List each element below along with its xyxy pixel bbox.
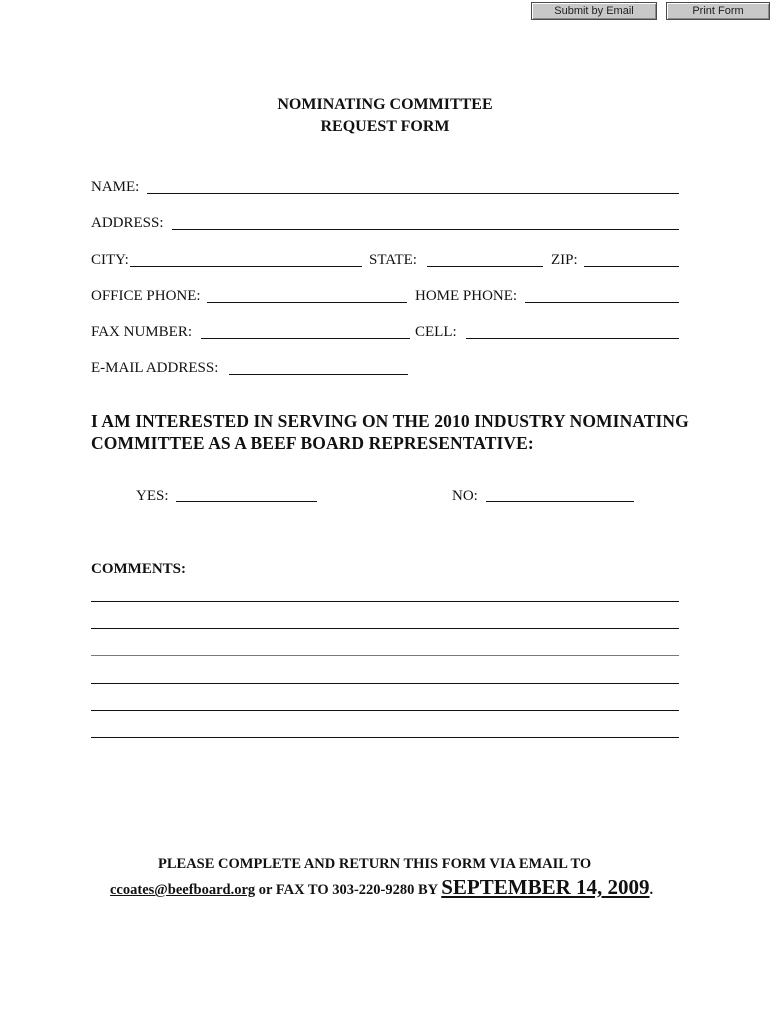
comments-line[interactable] xyxy=(91,683,679,684)
zip-label: ZIP: xyxy=(551,252,578,268)
no-label: NO: xyxy=(452,488,478,504)
submit-by-email-button[interactable]: Submit by Email xyxy=(531,2,657,20)
yes-label: YES: xyxy=(136,488,169,504)
print-form-button[interactable]: Print Form xyxy=(666,2,770,20)
footer-contact xyxy=(110,875,653,900)
footer-period: . xyxy=(649,882,654,898)
form-title-line1: NOMINATING COMMITTEE xyxy=(277,96,493,113)
comments-label: COMMENTS: xyxy=(91,561,186,577)
office-phone-label: OFFICE PHONE: xyxy=(91,288,201,304)
home-phone-label: HOME PHONE: xyxy=(415,288,518,304)
no-field[interactable] xyxy=(486,501,634,502)
comments-line[interactable] xyxy=(91,737,679,738)
address-field[interactable] xyxy=(172,229,679,230)
office-phone-field[interactable] xyxy=(207,302,407,303)
name-label: NAME: xyxy=(91,179,140,195)
comments-line[interactable] xyxy=(91,601,679,602)
home-phone-field[interactable] xyxy=(525,302,679,303)
comments-line[interactable] xyxy=(91,710,679,711)
footer-fax-text: or FAX TO 303-220-9280 BY xyxy=(255,882,442,898)
deadline-date: SEPTEMBER 14, 2009 xyxy=(441,875,650,899)
interest-statement-line1: I AM INTERESTED IN SERVING ON THE 2010 INDUSTRY NOMINATING xyxy=(91,411,689,431)
cell-field[interactable] xyxy=(466,338,679,339)
city-field[interactable] xyxy=(130,266,362,267)
comments-line[interactable] xyxy=(91,655,679,656)
address-label: ADDRESS: xyxy=(91,215,164,231)
cell-label: CELL: xyxy=(415,324,457,340)
email-address-field[interactable] xyxy=(229,374,408,375)
footer-instructions: PLEASE COMPLETE AND RETURN THIS FORM VIA EMAIL TO xyxy=(158,856,592,872)
comments-line[interactable] xyxy=(91,628,679,629)
name-field[interactable] xyxy=(147,193,679,194)
yes-field[interactable] xyxy=(176,501,317,502)
state-field[interactable] xyxy=(427,266,543,267)
email-link[interactable]: ccoates@beefboard.org xyxy=(110,882,256,898)
interest-statement-line2: COMMITTEE AS A BEEF BOARD REPRESENTATIVE: xyxy=(91,433,534,453)
city-label: CITY: xyxy=(91,252,129,268)
state-label: STATE: xyxy=(369,252,417,268)
email-address-label: E-MAIL ADDRESS: xyxy=(91,360,219,376)
fax-number-label: FAX NUMBER: xyxy=(91,324,192,340)
form-title-line2: REQUEST FORM xyxy=(320,118,450,135)
zip-field[interactable] xyxy=(584,266,679,267)
fax-number-field[interactable] xyxy=(201,338,410,339)
